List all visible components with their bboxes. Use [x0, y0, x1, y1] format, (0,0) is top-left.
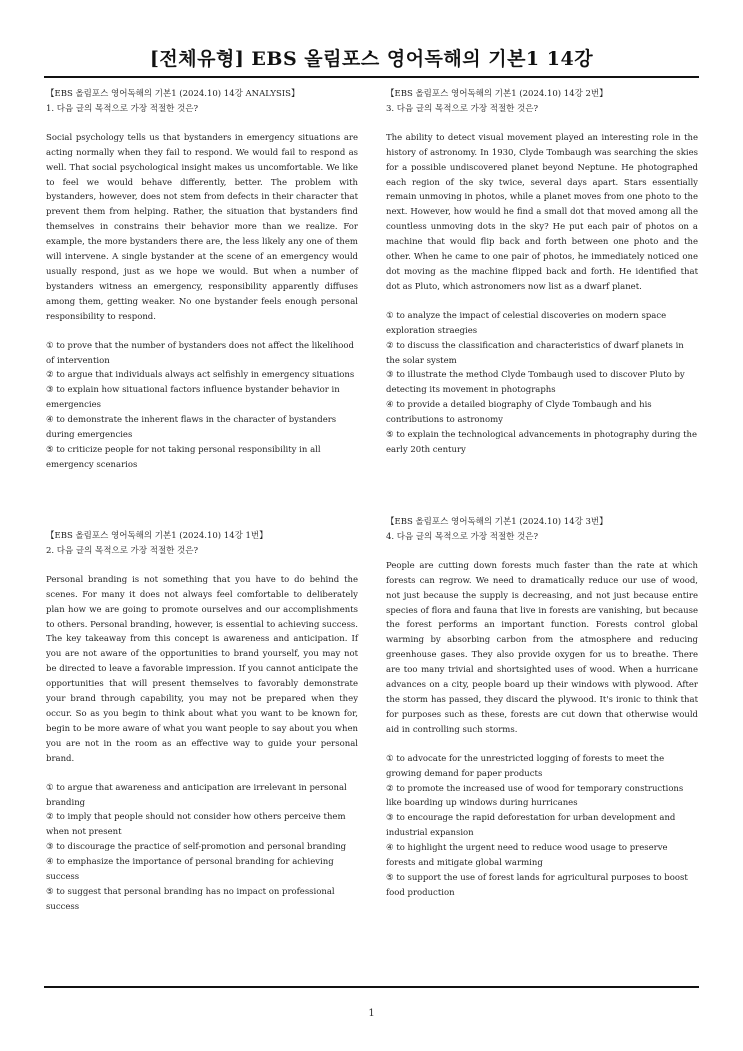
question-passage: Personal branding is not something that you have to do behind the scenes. For many it does not always feel comfortable to deliberately plan how we are going to promote ourselves and our accomplishments to others. Personal branding, however, is essential to achieving success. The key takeaway from this concept is awareness and anticipation. If you are not aware of the opportunities to brand yourself, you may not be directed to leave a favorable impression. If you cannot anticipate the opportunities that will present themselves to favorably demonstrate your brand through capability, you may not be prepared when they occur. So as you begin to think about what you want to be known for, begin to be more aware of what you want people to say about you when you are not in the room as an effective way to guide your personal brand.: [46, 574, 358, 764]
answer-option-3: ③ to encourage the rapid deforestation for urban development and industrial expansion: [386, 813, 676, 839]
question-source-header: 【EBS 올림포스 영어독해의 기본1 (2024.10) 14강 1번】: [46, 531, 268, 541]
question-source-header: 【EBS 올림포스 영어독해의 기본1 (2024.10) 14강 ANALYSIS】: [46, 89, 300, 99]
answer-option-2: ② to promote the increased use of wood for temporary constructions like boarding up windows during hurricanes: [386, 783, 684, 809]
question-source-header: 【EBS 올림포스 영어독해의 기본1 (2024.10) 14강 2번】: [386, 89, 608, 99]
answer-option-4: ④ to provide a detailed biography of Clyde Tombaugh and his contributions to astronomy: [386, 400, 652, 426]
question-prompt: 3. 다음 글의 목적으로 가장 적절한 것은?: [386, 103, 539, 114]
answer-option-4: ④ to emphasize the importance of personal branding for achieving success: [46, 857, 334, 883]
answer-option-5: ⑤ to support the use of forest lands for agricultural purposes to boost food production: [386, 872, 688, 898]
answer-option-1: ① to prove that the number of bystanders does not affect the likelihood of intervention: [46, 340, 354, 366]
question-block-3: [386, 87, 698, 458]
answer-options: [46, 781, 358, 915]
question-passage: The ability to detect visual movement played an interesting role in the history of astronomy. In 1930, Clyde Tombaugh was searching the skies for a possible undiscovered planet beyond Neptune. He photographed each region of the sky twice, several days apart. Stars essentially remain unmoving in photos, while a planet moves from one photo to the next. However, how would he find a small dot that moved among all the countless unmoving dots in the sky? He put each pair of photos on a machine that would flip back and forth between one photo and the other. When he came to one pair of photos, he immediately noticed one dot moving as the machine flipped back and forth. He identified that dot as Pluto, which astronomers now list as a dwarf planet.: [386, 132, 698, 292]
answer-options: [46, 339, 358, 473]
question-passage: Social psychology tells us that bystanders in emergency situations are acting normally when they fail to respond. We would fail to respond as well. That social psychological insight makes us uncomfortable. We like to feel we would behave differently, better. The problem with bystanders, however, does not stem from defects in their character that prevent them from helping. Rather, the situation that bystanders find themselves in constrains their behavior more than we realize. For example, the more bystanders there are, the less likely any one of them will intervene. A single bystander at the scene of an emergency would usually respond, just as we hope we would. But when a number of bystanders witness an emergency, responsibility apparently diffuses among them, getting weaker. No one bystander feels enough personal responsibility to respond.: [46, 132, 358, 322]
question-prompt: 2. 다음 글의 목적으로 가장 적절한 것은?: [46, 545, 199, 556]
question-block-2: [46, 529, 358, 915]
title-divider: [44, 76, 699, 78]
answer-option-1: ① to argue that awareness and anticipation are irrelevant in personal branding: [46, 782, 347, 808]
footer-divider: [44, 986, 699, 988]
answer-option-4: ④ to demonstrate the inherent flaws in the character of bystanders during emergencies: [46, 415, 337, 441]
answer-option-3: ③ to explain how situational factors influence bystander behavior in emergencies: [46, 385, 340, 411]
answer-options: [386, 309, 698, 458]
question-prompt: 1. 다음 글의 목적으로 가장 적절한 것은?: [46, 103, 199, 114]
question-source-header: 【EBS 올림포스 영어독해의 기본1 (2024.10) 14강 3번】: [386, 517, 608, 527]
answer-option-2: ② to discuss the classification and characteristics of dwarf planets in the solar system: [386, 340, 684, 366]
answer-option-4: ④ to highlight the urgent need to reduce wood usage to preserve forests and mitigate global warming: [386, 843, 668, 869]
page-title: [전체유형] EBS 올림포스 영어독해의 기본1 14강: [149, 48, 594, 70]
question-prompt: 4. 다음 글의 목적으로 가장 적절한 것은?: [386, 531, 539, 542]
question-block-1: [46, 87, 358, 473]
answer-option-1: ① to analyze the impact of celestial discoveries on modern space exploration straegies: [386, 310, 667, 336]
answer-option-5: ⑤ to criticize people for not taking personal responsibility in all emergency scenarios: [46, 444, 321, 470]
answer-option-2: ② to argue that individuals always act selfishly in emergency situations: [46, 370, 355, 381]
answer-option-2: ② to imply that people should not consider how others perceive them when not present: [46, 812, 346, 838]
question-passage: People are cutting down forests much faster than the rate at which forests can regrow. We need to dramatically reduce our use of wood, not just because the supply is decreasing, and not just because entire species of flora and fauna that live in forests are vanishing, but because the forest performs an important function. Forests control global warming by absorbing carbon from the atmosphere and reducing greenhouse gases. They also provide oxygen for us to breathe. There are too many trivial and shortsighted uses of wood. When a hurricane advances on a city, people board up their windows with plywood. After the storm has passed, they discard the plywood. It's ironic to think that for purposes such as these, forests are cut down that otherwise would aid in controlling such storms.: [386, 560, 698, 735]
question-block-4: [386, 515, 698, 901]
answer-options: [386, 752, 698, 901]
answer-option-3: ③ to illustrate the method Clyde Tombaugh used to discover Pluto by detecting its movement in photographs: [386, 370, 685, 396]
answer-option-3: ③ to discourage the practice of self-promotion and personal branding: [46, 842, 347, 853]
page-number: 1: [368, 1008, 375, 1019]
answer-option-5: ⑤ to explain the technological advancements in photography during the early 20th century: [386, 430, 698, 455]
answer-option-1: ① to advocate for the unrestricted logging of forests to meet the growing demand for paper products: [386, 753, 665, 779]
answer-option-5: ⑤ to suggest that personal branding has no impact on professional success: [46, 886, 335, 912]
